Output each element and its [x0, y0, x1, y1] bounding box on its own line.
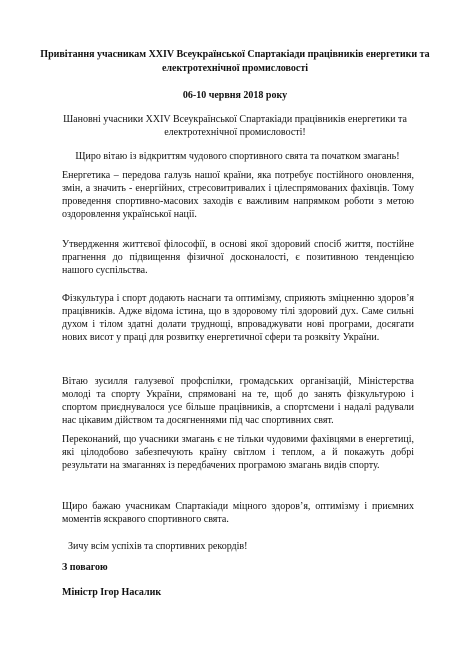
paragraph-philosophy: Утвердження життєвої філософії, в основі якої здоровий спосіб життя, постійне прагнення до підвищення фізичної досконалості, є позитивною тенденцією нашого суспільства. [62, 239, 414, 276]
letter-title: Привітання учасникам XXIV Всеукраїнської Спартакіади працівників енергетики та електротехнічної промисловості [40, 49, 430, 74]
paragraph-greeting: Щиро вітаю із відкриттям чудового спортивного свята та початком змагань! [75, 151, 400, 162]
paragraph-confidence: Переконаний, що учасники змагань є не тільки чудовими фахівцями в енергетиці, які цілодобово забезпечують країну світлом і теплом, а й покажуть добрі результати на змаганнях із передбачених програмою змагань видів спорту. [62, 434, 414, 471]
closing: З повагою [62, 562, 108, 573]
paragraph-records: Зичу всім успіхів та спортивних рекордів! [68, 541, 248, 552]
paragraph-energy: Енергетика – передова галузь нашої країни, яка потребує постійного оновлення, змін, а значить - енергійних, стресовитривалих і цілеспрямованих фахівців. Тому проведення спортивно-масових заходів є важливим напрямком роботи з метою оздоровлення української нації. [62, 170, 414, 220]
paragraph-wishes: Щиро бажаю учасникам Спартакіади міцного здоров’я, оптимізму і приємних моментів яскравого спортивного свята. [62, 501, 414, 525]
paragraph-sport: Фізкультура і спорт додають наснаги та оптимізму, сприяють зміцненню здоров’я працівників. Адже відома істина, що в здоровому тілі здоровий дух. Саме сильні духом і тілом здатні долати труднощі, впроваджувати нові програми, досягати нових висот у праці для розвитку енергетичної сфери та розквіту України. [62, 293, 414, 343]
paragraph-thanks: Вітаю зусилля галузевої профспілки, громадських організацій, Міністерства молоді та спорту України, спрямовані на те, щоб до занять фізкультурою і спортом приєднувалося усе більше працівників, а спортсмени і надалі радували нас цікавим дійством та досягненнями під час спортивних свят. [62, 376, 414, 426]
event-date: 06-10 червня 2018 року [182, 90, 288, 101]
signature: Міністр Ігор Насалик [62, 587, 162, 598]
salutation: Шановні учасники XXIV Всеукраїнської Спартакіади працівників енергетики та електротехнічної промисловості! [63, 114, 407, 138]
